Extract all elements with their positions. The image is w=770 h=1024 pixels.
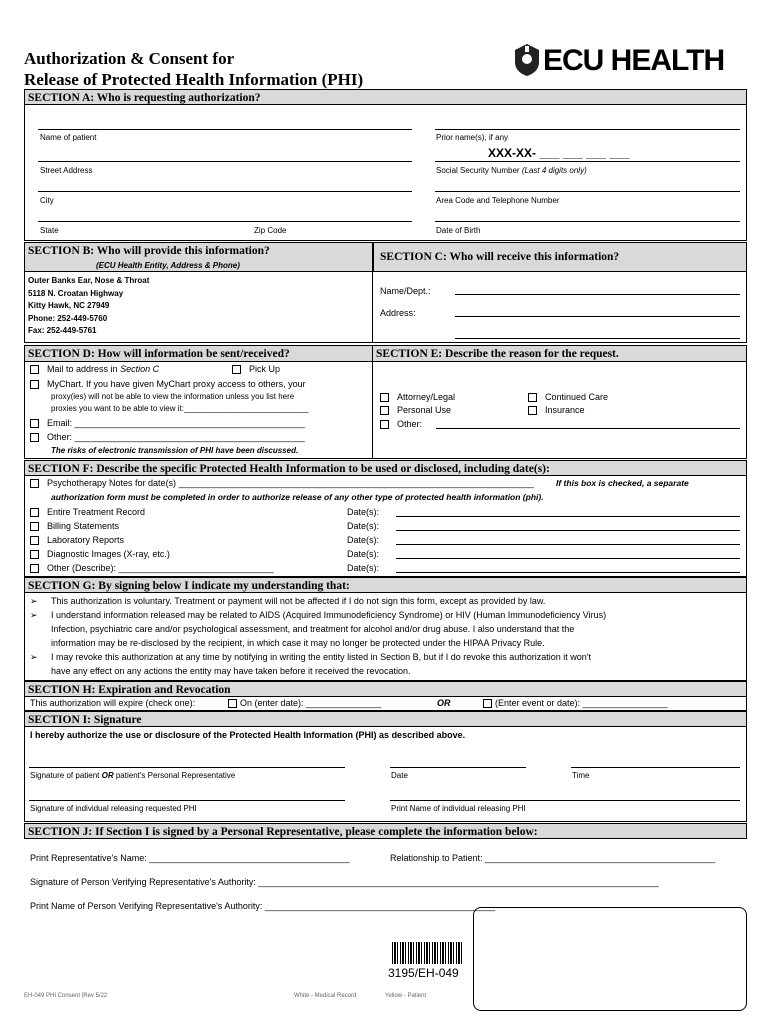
- sig-patient-or: OR: [101, 771, 114, 780]
- state-label: State: [40, 226, 59, 235]
- phi-item-checkbox[interactable]: [30, 536, 39, 545]
- patient-label-box: [473, 907, 747, 1011]
- form-number: 3195/EH-049: [388, 966, 459, 980]
- other-send-field[interactable]: Other: ______________________________________________: [47, 432, 305, 442]
- attorney-label: Attorney/Legal: [397, 392, 456, 402]
- pickup-label: Pick Up: [249, 364, 281, 374]
- ssn-label: Social Security Number: [436, 166, 520, 175]
- mychart-line3[interactable]: proxies you want to be able to view it:____________________________: [51, 404, 309, 413]
- email-checkbox[interactable]: [30, 419, 39, 428]
- section-a-heading: SECTION A: Who is requesting authorization?: [24, 89, 747, 105]
- bullet-arrow-icon: ➢: [30, 596, 38, 606]
- personal-use-checkbox[interactable]: [380, 406, 389, 415]
- section-b-heading: SECTION B: Who will provide this information?: [28, 245, 270, 257]
- mail-label: Mail to address in: [47, 364, 118, 374]
- recipient-address-field[interactable]: [455, 316, 740, 317]
- expire-text: This authorization will expire (check one):: [30, 698, 196, 708]
- phi-item-label[interactable]: Other (Describe): _______________________________: [47, 563, 274, 573]
- releasing-signature-field[interactable]: [29, 800, 345, 801]
- copy-yellow: Yellow - Patient: [385, 993, 427, 999]
- bullet-arrow-icon: ➢: [30, 610, 38, 620]
- g-bullet3-l2: have any effect on any actions the entity may have taken before it received the revocation.: [51, 666, 411, 676]
- section-j-heading: SECTION J: If Section I is signed by a Personal Representative, please complete the information below:: [24, 823, 747, 839]
- ssn-value[interactable]: XXX-XX- ___ ___ ___ ___: [488, 146, 630, 160]
- other-reason-label: Other:: [397, 419, 423, 429]
- ssn-underline: [435, 161, 740, 162]
- releasing-signature-label: Signature of individual releasing requested PHI: [30, 804, 197, 813]
- releasing-name-field[interactable]: [390, 800, 740, 801]
- relationship-field[interactable]: Relationship to Patient: ______________________________________________: [390, 853, 716, 863]
- city-field[interactable]: [38, 191, 412, 192]
- mail-checkbox[interactable]: [30, 365, 39, 374]
- other-reason-checkbox[interactable]: [380, 420, 389, 429]
- ssn-note: (Last 4 digits only): [521, 166, 587, 175]
- rep-name-field[interactable]: Print Representative's Name: ________________________________________: [30, 853, 350, 863]
- section-g-heading: SECTION G: By signing below I indicate my understanding that:: [24, 577, 747, 593]
- zip-label: Zip Code: [254, 226, 287, 235]
- insurance-checkbox[interactable]: [528, 406, 537, 415]
- dates-label: Date(s):: [347, 521, 380, 531]
- section-c-heading: SECTION C: Who will receive this information?: [380, 251, 620, 263]
- copy-white: White - Medical Record: [294, 993, 357, 999]
- continued-care-checkbox[interactable]: [528, 393, 537, 402]
- ecu-health-crest-icon: [512, 42, 542, 78]
- street-address-field[interactable]: [38, 161, 412, 162]
- section-h-heading: SECTION H: Expiration and Revocation: [24, 681, 747, 697]
- name-dept-label: Name/Dept.:: [380, 286, 431, 296]
- dates-field[interactable]: [396, 544, 740, 545]
- section-i-heading: SECTION I: Signature: [24, 711, 747, 727]
- g-bullet2-l1: I understand information released may be related to AIDS (Acquired Immunodeficiency Syndrome) or HIV (Human Immunodeficiency Virus): [51, 610, 607, 620]
- insurance-label: Insurance: [545, 405, 585, 415]
- phone-label: Area Code and Telephone Number: [436, 196, 560, 205]
- state-zip-field[interactable]: [38, 221, 412, 222]
- g-bullet2-l3: information may be re-disclosed by the recipient, in which case it may no longer be protected under the HIPAA Privacy Rule.: [51, 638, 545, 648]
- g-bullet3-l1: I may revoke this authorization at any time by notifying in writing the entity listed in Section B, but if I do revoke this authorization it won't: [51, 652, 591, 662]
- expire-or: OR: [437, 698, 451, 708]
- g-bullet2-l2: Infection, psychiatric care and/or psychological assessment, and treatment for alcohol and/or drug abuse. I also understand that the: [51, 624, 575, 634]
- expire-date-checkbox[interactable]: [228, 699, 237, 708]
- street-address-label: Street Address: [40, 166, 93, 175]
- mychart-line2: proxy(ies) will not be able to view the information unless you list here: [51, 392, 295, 401]
- patient-signature-field[interactable]: [29, 767, 345, 768]
- form-title-line1: Authorization & Consent for: [24, 49, 235, 68]
- sign-date-field[interactable]: [390, 767, 526, 768]
- email-field[interactable]: Email: ______________________________________________: [47, 418, 305, 428]
- sig-patient-a: Signature of patient: [30, 771, 100, 780]
- other-reason-field[interactable]: [436, 428, 740, 429]
- phi-item-label: Laboratory Reports: [47, 535, 125, 545]
- barcode-image: [392, 942, 464, 964]
- section-b-subheading: (ECU Health Entity, Address & Phone): [96, 261, 240, 270]
- expire-event-field[interactable]: (Enter event or date): _________________: [495, 698, 668, 708]
- provider-name: Outer Banks Ear, Nose & Throat: [28, 276, 150, 285]
- continued-care-label: Continued Care: [545, 392, 609, 402]
- mychart-checkbox[interactable]: [30, 380, 39, 389]
- dates-field[interactable]: [396, 530, 740, 531]
- prior-names-field[interactable]: [435, 129, 740, 130]
- other-send-checkbox[interactable]: [30, 433, 39, 442]
- personal-use-label: Personal Use: [397, 405, 452, 415]
- sig-patient-b: patient's Personal Representative: [115, 771, 236, 780]
- sign-date-label: Date: [391, 771, 408, 780]
- provider-block: [28, 275, 149, 338]
- form-rev: EH-049 PHI Consent |Rev 5/22: [24, 993, 108, 999]
- dates-label: Date(s):: [347, 563, 380, 573]
- expire-date-field[interactable]: On (enter date): _______________: [240, 698, 382, 708]
- dates-field[interactable]: [396, 572, 740, 573]
- dates-field[interactable]: [396, 558, 740, 559]
- dates-label: Date(s):: [347, 507, 380, 517]
- section-e-heading: SECTION E: Describe the reason for the request.: [373, 345, 747, 362]
- city-label: City: [40, 196, 54, 205]
- provider-address2: Kitty Hawk, NC 27949: [28, 301, 110, 310]
- dates-label: Date(s):: [347, 535, 380, 545]
- dob-label: Date of Birth: [436, 226, 481, 235]
- mail-section-ref: Section C: [120, 364, 160, 374]
- bullet-arrow-icon: ➢: [30, 652, 38, 662]
- authorize-text: I hereby authorize the use or disclosure of the Protected Health Information (PHI) as described above.: [30, 730, 466, 740]
- dob-field[interactable]: [435, 221, 740, 222]
- provider-phone: Phone: 252-449-5760: [28, 313, 108, 323]
- sign-time-label: Time: [572, 771, 590, 780]
- verifier-signature-field[interactable]: Signature of Person Verifying Representative's Authority: ________________________________________________________________________________: [30, 877, 659, 887]
- section-d-heading: SECTION D: How will information be sent/received?: [24, 345, 373, 362]
- section-f-heading: SECTION F: Describe the specific Protected Health Information to be used or disclosed, including date(s):: [24, 460, 747, 476]
- prior-names-label: Prior name(s), if any: [436, 133, 509, 142]
- psych-note2: authorization form must be completed in order to authorize release of any other type of protected health information (phi).: [51, 492, 544, 502]
- dates-field[interactable]: [396, 516, 740, 517]
- name-dept-field[interactable]: [455, 294, 740, 295]
- releasing-name-label: Print Name of individual releasing PHI: [391, 804, 526, 813]
- phi-item-label: Diagnostic Images (X-ray, etc.): [47, 549, 170, 559]
- psych-note1: If this box is checked, a separate: [556, 478, 689, 488]
- phone-field[interactable]: [435, 191, 740, 192]
- phi-item-label: Billing Statements: [47, 521, 120, 531]
- recipient-address-field-2[interactable]: [455, 338, 740, 339]
- g-bullet1: This authorization is voluntary. Treatment or payment will not be affected if I do not sign this form, except as provided by law.: [51, 596, 546, 606]
- phi-item-label: Entire Treatment Record: [47, 507, 146, 517]
- pickup-checkbox[interactable]: [232, 365, 241, 374]
- ecu-health-logo: ECU HEALTH: [543, 44, 725, 77]
- patient-name-label: Name of patient: [40, 133, 97, 142]
- sign-time-field[interactable]: [571, 767, 740, 768]
- expire-event-checkbox[interactable]: [483, 699, 492, 708]
- verifier-name-field[interactable]: Print Name of Person Verifying Representative's Authority: ______________________________________________: [30, 901, 496, 911]
- phi-item-checkbox[interactable]: [30, 550, 39, 559]
- phi-item-checkbox[interactable]: [30, 564, 39, 573]
- patient-name-field[interactable]: [38, 129, 412, 130]
- mychart-line1: MyChart. If you have given MyChart proxy access to others, your: [47, 379, 306, 389]
- provider-fax: Fax: 252-449-5761: [28, 326, 97, 335]
- psychotherapy-checkbox[interactable]: [30, 479, 39, 488]
- provider-address1: 5118 N. Croatan Highway: [28, 288, 124, 298]
- phi-item-checkbox[interactable]: [30, 508, 39, 517]
- dates-label: Date(s):: [347, 549, 380, 559]
- recipient-address-label: Address:: [380, 308, 416, 318]
- risk-note: The risks of electronic transmission of PHI have been discussed.: [51, 446, 299, 455]
- psychotherapy-field[interactable]: Psychotherapy Notes for date(s) _______________________________________________________________________: [47, 478, 534, 488]
- attorney-checkbox[interactable]: [380, 393, 389, 402]
- phi-item-checkbox[interactable]: [30, 522, 39, 531]
- form-title-line2: Release of Protected Health Information (PHI): [24, 70, 364, 89]
